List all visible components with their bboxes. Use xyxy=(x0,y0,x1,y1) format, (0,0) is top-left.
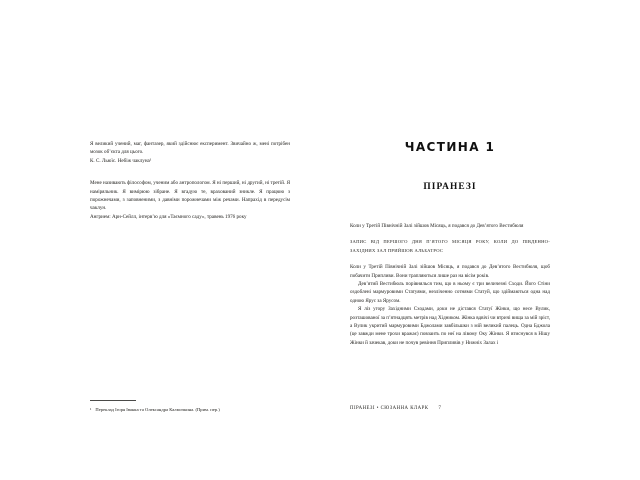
footnote-area xyxy=(90,400,290,413)
footer-book-title: ПІРАНЕЗІ • СЮЗАННА КЛАРК xyxy=(350,406,429,411)
spacer xyxy=(350,255,550,263)
page-number: 7 xyxy=(438,406,442,411)
epigraph-1-attribution: К. С. Льюїс. Небіж чаклуна¹ xyxy=(90,157,152,164)
paragraph-date-note: ЗАПИС ВІД ПЕРШОГО ДНЯ П’ЯТОГО МІСЯЦЯ РОКУ, КОЛИ ДО ПІВДЕННО-ЗАХІДНИХ ЗАЛ ПРИЙШОВ АЛЬБАТРОС xyxy=(350,239,550,253)
spacer xyxy=(350,230,550,238)
paragraph-2: Дев’ятий Вестибюль порівнялься тим, що в ньому є три величезні Сходи. Його Стіни оздоблені мармуровими Статуями, незліченно сотнями Статуй, що здіймаються одна над одною Ярус за Ярусом. xyxy=(350,281,550,304)
footnote-marker: ¹ xyxy=(90,407,92,412)
paragraph-opening: Коли у Третій Північній Залі зійшов Місяць, я подався до Дев’ятого Вестибюля xyxy=(350,223,524,229)
epigraph-2-attribution: Ангрием: Арн-Сейлл, інтерв’ю для «Таємного саду», травень 1976 року xyxy=(90,213,247,220)
epigraph-2-text: Мене називають філософом, ученим або антропологом. Я ні перший, ні другий, ні третій. Я наміряльник. Я вимірюю зібране. Я вгадую те, врахований зникле. Я працюю з порожнечами, з заповненими, з давніми порожнечами між речами. Напрахід в передусім чаклун. xyxy=(90,180,290,212)
right-page xyxy=(350,140,550,347)
part-title: ЧАСТИНА 1 xyxy=(404,140,496,154)
paragraph-1: Коли у Третій Північній Залі зійшов Місяць, я подався до Дев’ятого Вестибюля, щоб побачити Припливи. Вони трапляються лише раз на вісім років. xyxy=(350,264,550,279)
left-page xyxy=(90,140,290,235)
paragraph-3: Я ліз угору Західними Сходами, доки не дістався Статуї Жінки, що несе Вулик, розташованої за п’ятнадцять метрів над Хідником. Жінка вдвічі чи втричі вища за мій зріст, а Вулик укритий мармуровими Бджолами завбільшки з мій великий палець. Одна Бджола (це завжди мене трохи вражає) повзаить по неї на лівому Оку Жінки. Я втиснувся в Нішу Жінки й зачекав, доки не почув ревіння Припливів у Нижніх Залах і xyxy=(350,306,550,346)
footnote xyxy=(90,406,290,413)
chapter-title: ПІРАНЕЗІ xyxy=(423,182,477,192)
footnote-text: Переклад Ігоря Іванка та Олександра Калмочкина. (Прим. пер.) xyxy=(95,407,220,412)
epigraph-1-text: Я великий учений, маг, фантазер, який здійснює експеримент. Звичайно ж, мені потрібен мозок об’єкта для цього. xyxy=(90,141,290,156)
epigraph-2 xyxy=(90,179,290,221)
running-footer xyxy=(350,406,550,411)
epigraph-1 xyxy=(90,140,290,165)
footnote-divider xyxy=(90,400,136,401)
